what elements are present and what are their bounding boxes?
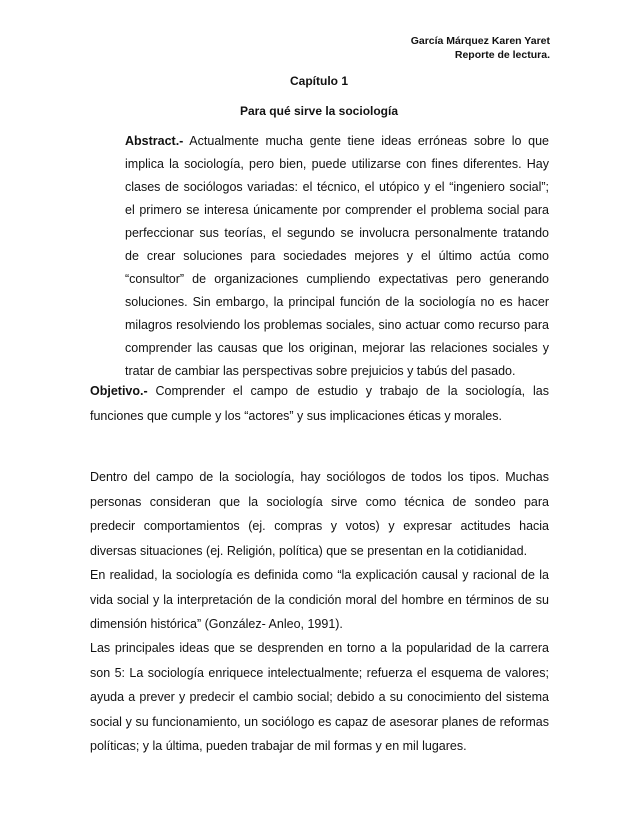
document-title: Para qué sirve la sociología (239, 104, 399, 118)
body-paragraph: Las principales ideas que se desprenden en torno a la popularidad de la carrera son 5: La sociología enriquece intelectualmente; refuerza el esquema de valores; ayuda a prever y predecir el cambio social; debido a su conocimiento del sistema social y su funcionamiento, un sociólogo es capaz de asesorar planes de reformas políticas; y la última, pueden trabajar de mil formas y en mil lugares. (90, 641, 549, 753)
body-paragraph: Dentro del campo de la sociología, hay sociólogos de todos los tipos. Muchas personas consideran que la sociología sirve como técnica de sondeo para predecir comportamientos (ej. compras y votos) y expresar actitudes hacia diversas situaciones (ej. Religión, política) que se presentan en la cotidianidad. (90, 470, 549, 558)
chapter-heading: Capítulo 1 (289, 74, 348, 88)
body-paragraph: En realidad, la sociología es definida como “la explicación causal y racional de la vida social y la interpretación de la condición moral del hombre en términos de su dimensión histórica” (González- Anleo, 1991). (90, 568, 549, 631)
page-header (411, 34, 550, 62)
abstract-text: Actualmente mucha gente tiene ideas erróneas sobre lo que implica la sociología, pero bien, puede utilizarse con fines diferentes. Hay clases de sociólogos variadas: el técnico, el utópico y el “ingeniero social”; el primero se interesa únicamente por comprender el problema social para perfeccionar sus teorías, el segundo se involucra personalmente tratando de crear soluciones para sociedades mejores y el último actúa como “consultor” de organizaciones cumpliendo expectativas pero generando soluciones. Sin embargo, la principal función de la sociología no es hacer milagros resolviendo los problemas sociales, sino actuar como recurso para comprender las causas que los originan, mejorar las relaciones sociales y tratar de cambiar las perspectivas sobre prejuicios y tabús del pasado. (125, 134, 549, 378)
report-type: Reporte de lectura. (454, 49, 550, 61)
objective-text: Comprender el campo de estudio y trabajo de la sociología, las funciones que cumple y los “actores” y sus implicaciones éticas y morales. (90, 384, 549, 423)
abstract-label: Abstract.- (125, 134, 184, 148)
objective-label: Objetivo.- (90, 384, 148, 398)
objective-paragraph (90, 379, 549, 428)
abstract-paragraph (125, 130, 549, 383)
author-name: García Márquez Karen Yaret (410, 35, 550, 47)
